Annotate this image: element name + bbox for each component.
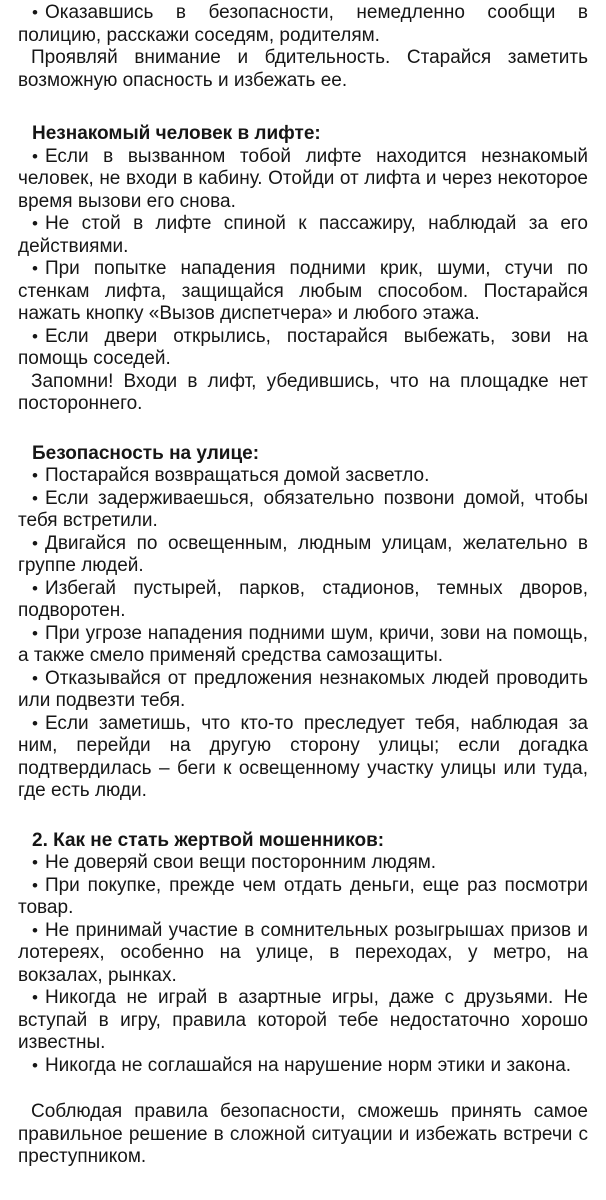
list-item-text: Избегай пустырей, парков, стадионов, темных дворов, подворотен. [18, 577, 588, 621]
list-item [18, 875, 588, 920]
bullet-icon: • [32, 578, 38, 598]
bullet-icon: • [32, 713, 38, 733]
bullet-icon: • [32, 214, 38, 233]
list-item-text: При попытке нападения подними крик, шуми, стучи по стенкам лифта, защищайся любым способом. Постарайся нажать кнопку «Вызов диспетчера» и любого этажа. [18, 258, 588, 324]
paragraph-remember-note: Запомни! Входи в лифт, убедившись, что на площадке нет постороннего. [18, 370, 588, 414]
bullet-icon: • [32, 1055, 38, 1075]
paragraph-vigilance: Проявляй внимание и бдительность. Старайся заметить возможную опасность и избежать ее. [18, 47, 588, 91]
section-heading-swindlers: 2. Как не стать жертвой мошенников: [32, 829, 385, 851]
section-heading-lift: Незнакомый человек в лифте: [32, 123, 321, 144]
list-item [18, 623, 588, 668]
list-item [18, 533, 588, 578]
list-item [18, 1055, 588, 1078]
bullet-icon: • [32, 668, 38, 688]
list-item [18, 987, 588, 1055]
bullet-icon: • [32, 988, 38, 1007]
list-item-text: Если двери открылись, постарайся выбежать, зови на помощь соседей. [18, 325, 588, 369]
list-item-text: Отказывайся от предложения незнакомых людей проводить или подвезти тебя. [18, 667, 588, 711]
list-item [18, 213, 588, 258]
list-item-text: Если заметишь, что кто-то преследует тебя, наблюдая за ним, перейди на другую сторону улицы; если догадка подтвердилась – беги к освещенному участку улицы или туда, где есть люди. [18, 712, 588, 801]
bullet-icon: • [32, 259, 38, 278]
list-item-text: Оказавшись в безопасности, немедленно сообщи в полицию, расскажи соседям, родителям. [18, 2, 588, 46]
list-item [18, 852, 588, 875]
list-item [18, 465, 588, 488]
list-item-text: Если задерживаешься, обязательно позвони домой, чтобы тебя встретили. [18, 487, 588, 531]
list-item-text: Не стой в лифте спиной к пассажиру, наблюдай за его действиями. [18, 213, 588, 257]
list-item [18, 920, 588, 988]
bullet-icon: • [32, 326, 38, 346]
list-item [18, 713, 588, 803]
list-item [18, 668, 588, 713]
list-item [18, 578, 588, 623]
list-item [18, 326, 588, 371]
list-item-text: Двигайся по освещенным, людным улицам, желательно в группе людей. [18, 532, 588, 576]
bullet-icon: • [32, 488, 38, 508]
list-item [18, 258, 588, 326]
bullet-icon: • [32, 466, 38, 485]
list-item-text: Постарайся возвращаться домой засветло. [44, 465, 430, 486]
bullet-icon: • [32, 3, 38, 22]
bullet-icon: • [32, 920, 38, 940]
list-item-text: При покупке, прежде чем отдать деньги, еще раз посмотри товар. [18, 874, 588, 918]
list-item [18, 488, 588, 533]
list-item-text: Не доверяй свои вещи посторонним людям. [44, 852, 437, 873]
list-item-text: Никогда не играй в азартные игры, даже с друзьями. Не вступай в игру, правила которой тебе недостаточно хорошо известны. [18, 987, 588, 1053]
list-item-text: Не принимай участие в сомнительных розыгрышах призов и лотереях, особенно на улице, в переходах, у метро, на вокзалах, рынках. [18, 919, 588, 986]
bullet-icon: • [32, 875, 38, 895]
list-item-text: Никогда не соглашайся на нарушение норм этики и закона. [44, 1054, 572, 1076]
bullet-icon: • [32, 146, 38, 166]
bullet-icon: • [32, 623, 38, 643]
bullet-icon: • [32, 533, 38, 553]
list-item [18, 146, 588, 214]
list-item-text: Если в вызванном тобой лифте находится незнакомый человек, не входи в кабину. Отойди от лифта и через некоторое время вызови его снова. [18, 145, 588, 212]
list-item [18, 2, 588, 47]
bullet-icon: • [32, 853, 38, 872]
section-heading-street: Безопасность на улице: [32, 442, 260, 464]
list-item-text: При угрозе нападения подними шум, кричи, зови на помощь, а также смело применяй средства самозащиты. [18, 622, 588, 666]
paragraph-closing: Соблюдая правила безопасности, сможешь принять самое правильное решение в сложной ситуации и избежать встречи с преступником. [18, 1101, 588, 1167]
